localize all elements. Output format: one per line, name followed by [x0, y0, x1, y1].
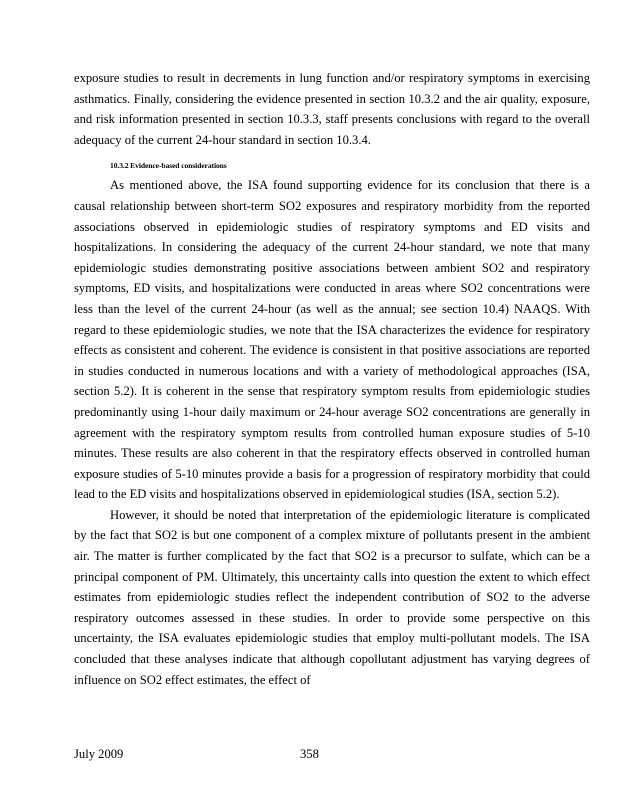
section-heading: 10.3.2 Evidence-based considerations [110, 161, 227, 171]
page-number: 358 [300, 747, 319, 761]
paragraph-evidence: As mentioned above, the ISA found supporting evidence for its conclusion that there is a causal relationship between short-term SO2 exposures and respiratory morbidity from the reported associations observed in epidemiologic studies of respiratory symptoms and ED visits and hospitalizations. In considering the adequacy of the current 24-hour standard, we note that many epidemiologic studies demonstrating positive associations between ambient SO2 and respiratory symptoms, ED visits, and hospitalizations were conducted in areas where SO2 concentrations were less than the level of the current 24-hour (as well as the annual; see section 10.4) NAAQS. With regard to these epidemiologic studies, we note that the ISA characterizes the evidence for respiratory effects as consistent and coherent. The evidence is consistent in that positive associations are reported in studies conducted in numerous locations and with a variety of methodological approaches (ISA, section 5.2). It is coherent in the sense that respiratory symptom results from epidemiologic studies predominantly using 1-hour daily maximum or 24-hour average SO2 concentrations are generally in agreement with the respiratory symptom results from controlled human exposure studies of 5-10 minutes. These results are also coherent in that the respiratory effects observed in controlled human exposure studies of 5-10 minutes provide a basis for a progression of respiratory morbidity that could lead to the ED visits and hospitalizations observed in epidemiological studies (ISA, section 5.2). [74, 178, 590, 502]
paragraph-intro: exposure studies to result in decrements in lung function and/or respiratory symptoms in exercising asthmatics. Finally, considering the evidence presented in section 10.3.2 and the air quality, exposure, and risk information presented in section 10.3.3, staff presents conclusions with regard to the overall adequacy of the current 24-hour standard in section 10.3.4. [74, 71, 590, 147]
footer-date: July 2009 [74, 747, 124, 761]
body-text [74, 68, 590, 690]
paragraph-however: However, it should be noted that interpretation of the epidemiologic literature is complicated by the fact that SO2 is but one component of a complex mixture of pollutants present in the ambient air. The matter is further complicated by the fact that SO2 is a precursor to sulfate, which can be a principal component of PM. Ultimately, this uncertainty calls into question the extent to which effect estimates from epidemiologic studies reflect the independent contribution of SO2 to the adverse respiratory outcomes assessed in these studies. In order to provide some perspective on this uncertainty, the ISA evaluates epidemiologic studies that employ multi-pollutant models. The ISA concluded that these analyses indicate that although copollutant adjustment has varying degrees of influence on SO2 effect estimates, the effect of [74, 507, 590, 687]
